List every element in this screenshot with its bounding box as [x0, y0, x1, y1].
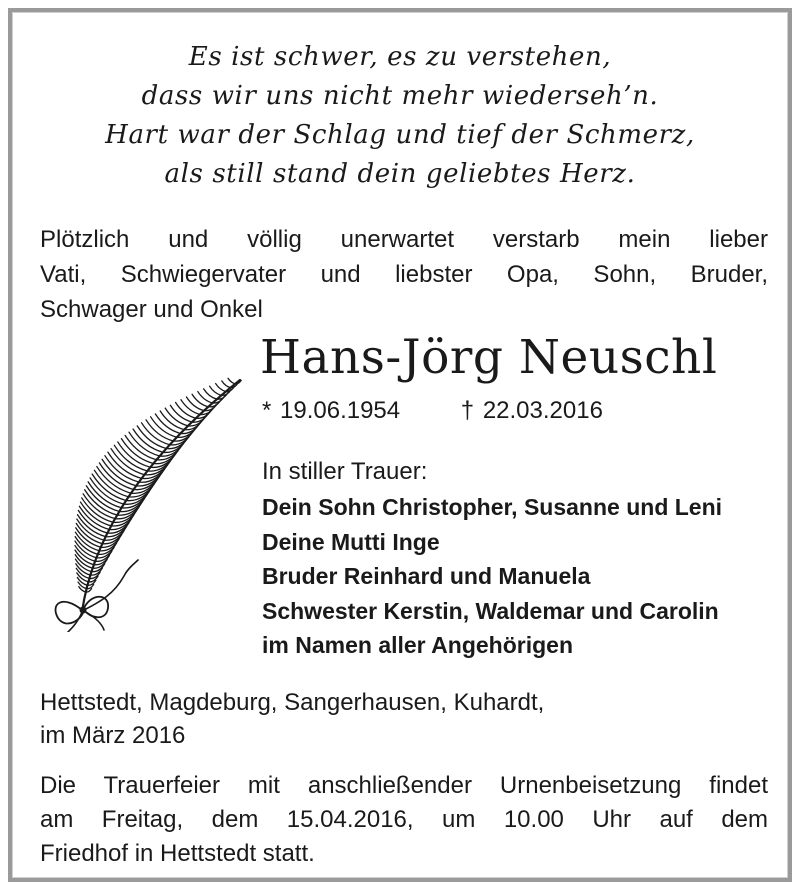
mourner-line: Schwester Kerstin, Waldemar und Carolin — [262, 597, 719, 624]
feather-barb — [228, 378, 235, 384]
ceremony-line: am Freitag, dem 15.04.2016, um 10.00 Uhr auf dem — [40, 806, 768, 833]
announcement-line: Vati, Schwiegervater und liebster Opa, Sohn, Bruder, — [40, 261, 768, 288]
ceremony-line: Die Trauerfeier mit anschließender Urnenbeisetzung findet — [40, 772, 768, 799]
feather-with-ribbon-icon — [42, 372, 247, 632]
announcement-line: Plötzlich und völlig unerwartet verstarb mein lieber — [40, 226, 768, 253]
poem-line: Es ist schwer, es zu verstehen, — [188, 42, 612, 72]
mourning-label: In stiller Trauer: — [262, 458, 428, 485]
places-and-date — [40, 686, 544, 752]
feather-barb — [155, 414, 180, 434]
mourner-line: Bruder Reinhard und Manuela — [262, 563, 591, 589]
feather-barb — [198, 392, 213, 403]
funeral-information — [40, 769, 768, 871]
birth-date: * 19.06.1954 — [262, 397, 401, 424]
life-dates — [262, 397, 603, 425]
obituary-notice — [8, 8, 792, 882]
feather-barb — [165, 408, 188, 426]
feather-barb — [76, 564, 91, 575]
poem-line: als still stand dein geliebtes Herz. — [164, 159, 636, 189]
poem-line: dass wir uns nicht mehr wiederseh’n. — [141, 81, 659, 111]
feather-barb — [146, 420, 173, 441]
memorial-poem — [12, 38, 788, 194]
feather-barb — [114, 445, 147, 471]
mourners-list — [262, 490, 722, 663]
ceremony-line: Friedhof in Hettstedt statt. — [40, 840, 315, 867]
places-line: Hettstedt, Magdeburg, Sangerhausen, Kuhardt, — [40, 689, 545, 716]
feather-barb — [160, 411, 184, 430]
announcement-line: Schwager und Onkel — [40, 296, 263, 323]
feather-barb — [151, 417, 177, 437]
feather-barb — [111, 449, 144, 475]
death-date: † 22.03.2016 — [460, 397, 603, 424]
date-line: im März 2016 — [40, 722, 186, 749]
mourner-line: im Namen aller Angehörigen — [262, 632, 573, 658]
feather-barb — [204, 389, 217, 399]
deceased-name: Hans-Jörg Neuschl — [260, 330, 718, 385]
mourner-line: Dein Sohn Christopher, Susanne und Leni — [262, 494, 723, 520]
mourner-line: Deine Mutti Inge — [262, 528, 440, 555]
poem-line: Hart war der Schlag und tief der Schmerz, — [105, 120, 695, 150]
feather-barb — [222, 381, 231, 388]
death-announcement — [40, 222, 768, 327]
